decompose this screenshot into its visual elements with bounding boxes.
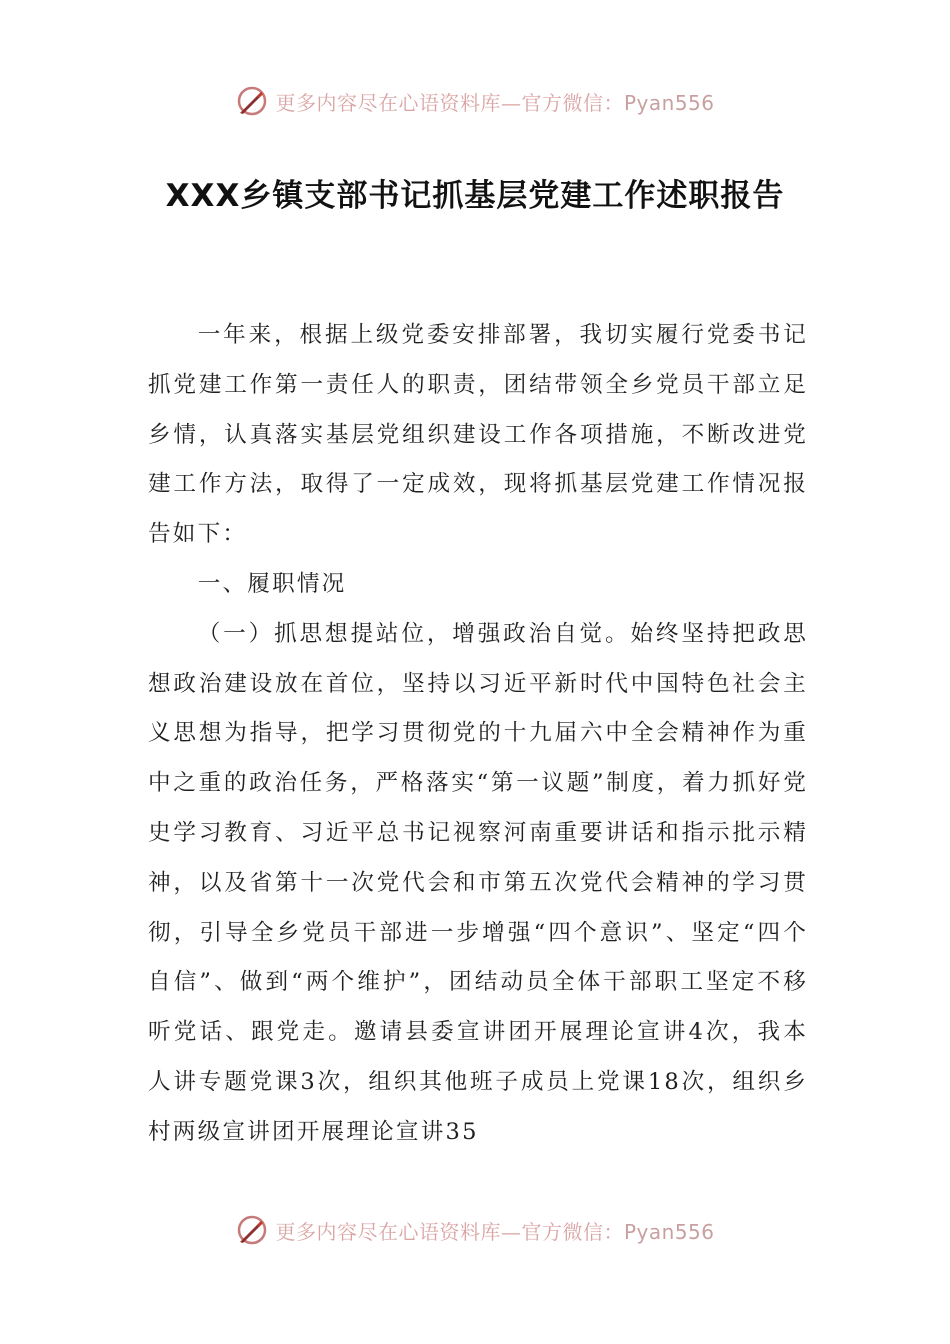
pen-logo-icon [235, 1213, 269, 1247]
pen-logo-icon [235, 84, 269, 118]
paragraph-section-1: （一）抓思想提站位，增强政治自觉。始终坚持把政思想政治建设放在首位，坚持以习近平新时代中国特色社会主义思想为指导，把学习贯彻党的十九届六中全会精神作为重中之重的政治任务，严格落实“第一议题”制度，着力抓好党史学习教育、习近平总书记视察河南重要讲话和指示批示精神，以及省第十一次党代会和市第五次党代会精神的学习贯彻，引导全乡党员干部进一步增强“四个意识”、坚定“四个自信”、做到“两个维护”，团结动员全体干部职工坚定不移听党话、跟党走。邀请县委宣讲团开展理论宣讲4次，我本人讲专题党课3次，组织其他班子成员上党课18次，组织乡村两级宣讲团开展理论宣讲35 [148, 620, 808, 1145]
watermark-banner-bottom [0, 1213, 950, 1247]
watermark-text: 更多内容尽在心语资料库—官方微信：Pyan556 [275, 1219, 715, 1244]
document-title: XXX乡镇支部书记抓基层党建工作述职报告 [165, 178, 785, 214]
paragraph-intro: 一年来，根据上级党委安排部署，我切实履行党委书记抓党建工作第一责任人的职责，团结带领全乡党员干部立足乡情，认真落实基层党组织建设工作各项措施，不断改进党建工作方法，取得了一定成效，现将抓基层党建工作情况报告如下： [148, 322, 808, 548]
watermark-banner-top [0, 84, 950, 118]
document-body [148, 311, 808, 1158]
watermark-text: 更多内容尽在心语资料库—官方微信：Pyan556 [275, 90, 715, 115]
section-heading: 一、履职情况 [197, 570, 347, 597]
